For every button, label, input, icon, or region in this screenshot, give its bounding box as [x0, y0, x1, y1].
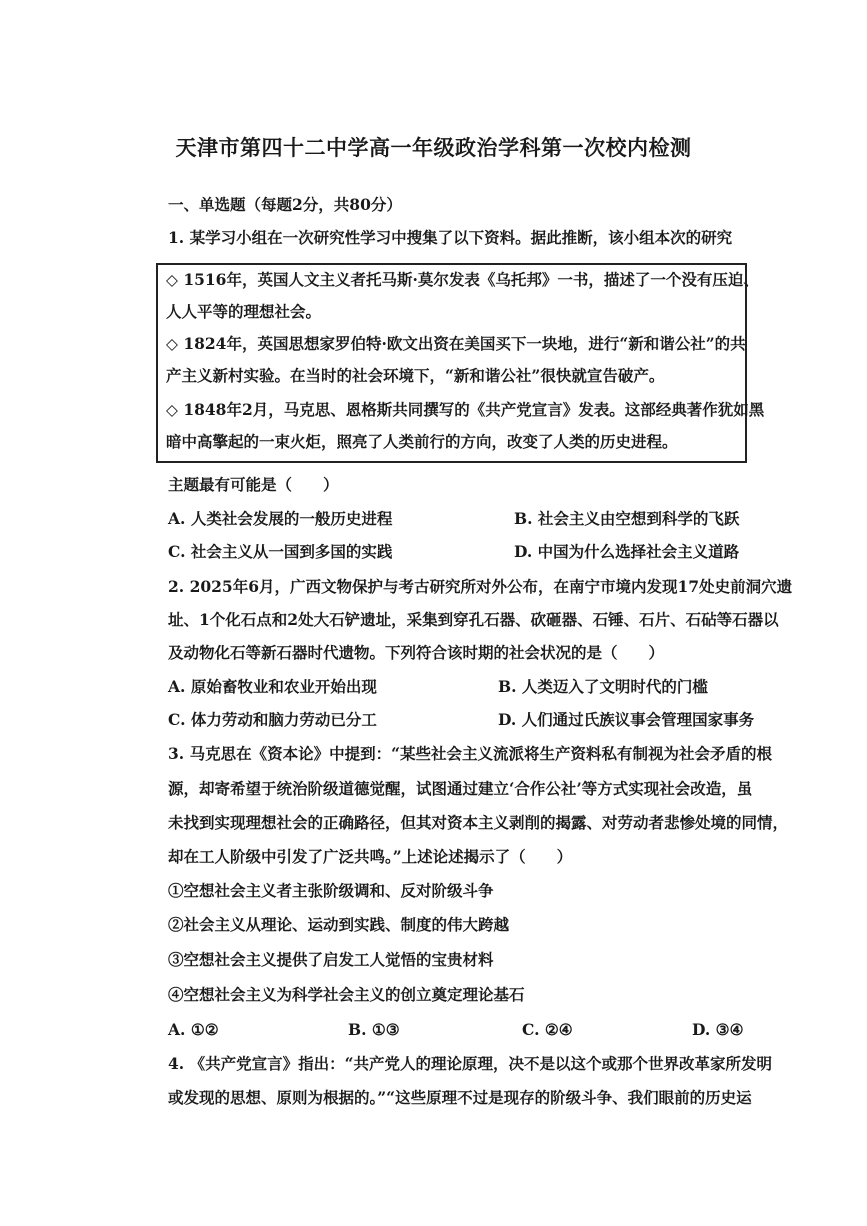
q1-box-line: 暗中高擎起的一束火炬，照亮了人类前行的方向，改变了人类的历史进程。 — [166, 432, 678, 451]
q1-option-c: C. 社会主义从一国到多国的实践 — [168, 542, 393, 561]
q3-item-3: ③空想社会主义提供了启发工人觉悟的宝贵材料 — [168, 950, 494, 969]
q3-stem-line: 源，却寄希望于统治阶级道德觉醒，试图通过建立‘合作公社’等方式实现社会改造，虽 — [168, 779, 753, 798]
page-title: 天津市第四十二中学高一年级政治学科第一次校内检测 — [175, 135, 692, 160]
q4-stem-line: 4. 《共产党宣言》指出：“共产党人的理论原理，决不是以这个或那个世界改革家所发明 — [168, 1054, 772, 1073]
q1-box-line: ◇ 1848年2月，马克思、恩格斯共同撰写的《共产党宣言》发表。这部经典著作犹如黑 — [166, 400, 765, 419]
q1-box-line: ◇ 1516年，英国人文主义者托马斯·莫尔发表《乌托邦》一书，描述了一个没有压迫、 — [166, 270, 759, 289]
q3-option-a: A. ①② — [168, 1020, 219, 1039]
q1-option-a: A. 人类社会发展的一般历史进程 — [168, 509, 393, 528]
q2-option-d: D. 人们通过氏族议事会管理国家事务 — [498, 710, 755, 729]
q3-item-2: ②社会主义从理论、运动到实践、制度的伟大跨越 — [168, 915, 510, 934]
q2-option-b: B. 人类迈入了文明时代的门槛 — [498, 677, 708, 696]
q2-stem-line: 及动物化石等新石器时代遗物。下列符合该时期的社会状况的是（ ） — [168, 643, 665, 662]
section-heading: 一、单选题（每题2分，共80分） — [168, 195, 402, 214]
q3-stem-line: 3. 马克思在《资本论》中提到：“某些社会主义流派将生产资料私有制视为社会矛盾的根 — [168, 744, 772, 763]
q1-option-b: B. 社会主义由空想到科学的飞跃 — [514, 509, 740, 528]
q1-stem-start: 1. 某学习小组在一次研究性学习中搜集了以下资料。据此推断，该小组本次的研究 — [168, 228, 733, 247]
q3-stem-line: 未找到实现理想社会的正确路径，但其对资本主义剥削的揭露、对劳动者悲惨处境的同情， — [168, 813, 789, 832]
q3-item-4: ④空想社会主义为科学社会主义的创立奠定理论基石 — [168, 985, 525, 1004]
q2-option-c: C. 体力劳动和脑力劳动已分工 — [168, 710, 377, 729]
q1-box-line: 人人平等的理想社会。 — [166, 302, 322, 321]
q1-box-line: 产主义新村实验。在当时的社会环境下，“新和谐公社”很快就宣告破产。 — [166, 366, 665, 385]
q2-stem-line: 址、1个化石点和2处大石铲遗址，采集到穿孔石器、砍砸器、石锤、石片、石砧等石器以 — [168, 610, 779, 629]
q1-stem-end: 主题最有可能是（ ） — [168, 475, 339, 494]
q1-box-line: ◇ 1824年，英国思想家罗伯特·欧文出资在美国买下一块地，进行“新和谐公社”的共 — [166, 334, 746, 353]
q1-material-box — [156, 263, 765, 463]
q2-stem-line: 2. 2025年6月，广西文物保护与考古研究所对外公布，在南宁市境内发现17处史前洞穴遗 — [168, 577, 793, 596]
q1-option-d: D. 中国为什么选择社会主义道路 — [514, 542, 740, 561]
q3-item-1: ①空想社会主义者主张阶级调和、反对阶级斗争 — [168, 881, 494, 900]
q3-stem-line: 却在工人阶级中引发了广泛共鸣。”上述论述揭示了（ ） — [168, 847, 573, 866]
q3-option-c: C. ②④ — [522, 1020, 573, 1039]
q2-option-a: A. 原始畜牧业和农业开始出现 — [168, 677, 377, 696]
q4-stem-line: 或发现的思想、原则为根据的。”“这些原理不过是现存的阶级斗争、我们眼前的历史运 — [168, 1088, 752, 1107]
q3-option-d: D. ③④ — [692, 1020, 744, 1039]
q3-option-b: B. ①③ — [348, 1020, 400, 1039]
